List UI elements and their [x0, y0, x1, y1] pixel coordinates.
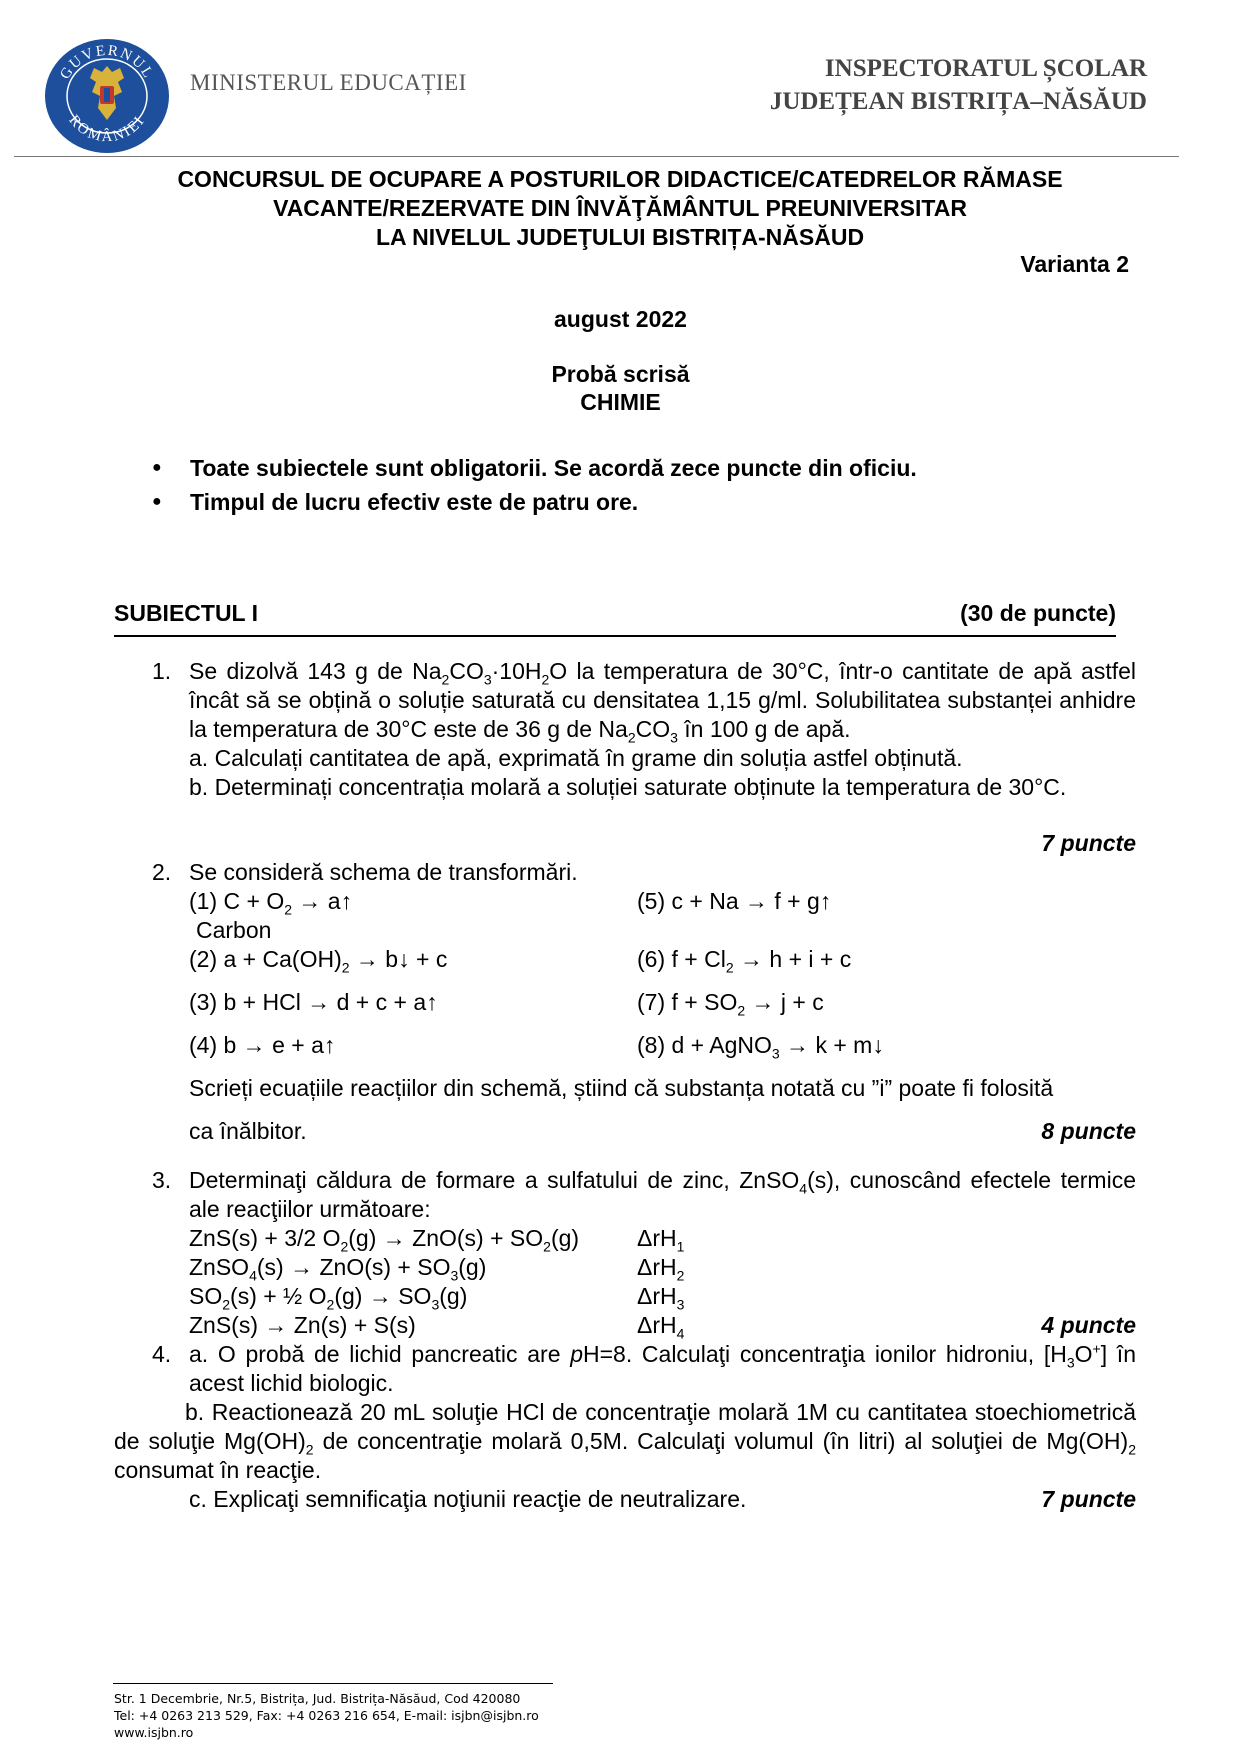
inspectorate-line-2: JUDEȚEAN BISTRIȚA–NĂSĂUD [769, 88, 1147, 115]
question-4b: b. Reactionează 20 mL soluţie HCl de concentraţie molară 1M cu cantitatea stoechiometrică de soluţie $Mg(OH)_2$ de concentraţie molară 0,5M. Calculaţi volumul (în litri) al soluţiei de $Mg(OH)_2$ consumat în reacţie. [114, 1399, 1136, 1483]
question-1-text: Se dizolvă 143 g de $Na_2CO_3\cdot 10H_2O$ la temperatura de 30°C, într-o cantitate de apă astfel încât să se obțină o soluție saturată cu densitatea 1,15 g/ml. Solubilitatea substanței anhidre la temperatura de 30°C este de 36 g de $Na_2CO_3$ în 100 g de apă. [189, 658, 1137, 746]
equation-2: ZnSO$_4$(s) → $ZnO(s) + SO_3(g)$ [189, 1254, 487, 1284]
question-4a: a. O probă de lichid pancreatic are pH=8. Calculaţi concentraţia ionilor hidroniu, $[H_3O^+]$ în acest lichid biologic. [189, 1340, 1136, 1396]
question-3-intro: Determinaţi căldura de formare a sulfatului de zinc, ZnSO$_4$(s), cunoscând efectele termice ale reacţiilor următoare: [189, 1167, 1136, 1222]
enthalpy-1: ΔrH$_1$ [637, 1225, 685, 1255]
equation-4: ZnS(s) → Zn(s) + S(s) [189, 1312, 416, 1338]
question-4-points: 7 puncte [1041, 1486, 1136, 1512]
header-divider [14, 156, 1179, 157]
reaction-4: (4) b → e + a↑ [189, 1032, 336, 1058]
question-number: 2. [152, 859, 172, 885]
question-2-task: Scrieți ecuațiile reacțiilor din schemă, știind că substanța notată cu ”i” poate fi folosită [189, 1075, 1054, 1101]
question-1 [152, 657, 1136, 857]
title-line-2: VACANTE/REZERVATE DIN ÎNVĂŢĂMÂNTUL PREUNIVERSITAR [273, 195, 967, 221]
document-title [110, 165, 1130, 252]
exam-date: august 2022 [554, 306, 687, 332]
reaction-2: (2) $a + Ca(OH)_2$ → b↓ + c [189, 946, 448, 976]
title-line-1: CONCURSUL DE OCUPARE A POSTURILOR DIDACTICE/CATEDRELOR RĂMASE [177, 166, 1063, 192]
reaction-6: (6) $f + Cl_2 \to h + i + c$ [637, 946, 852, 976]
section-name: SUBIECTUL I [114, 600, 258, 626]
title-line-3: LA NIVELUL JUDEŢULUI BISTRIȚA-NĂSĂUD [375, 224, 865, 250]
section-points: (30 de puncte) [960, 600, 1116, 626]
question-4c: c. Explicaţi semnificaţia noţiunii reacţie de neutralizare. [189, 1486, 747, 1512]
reaction-1-note: Carbon [196, 917, 272, 943]
equation-1: ZnS(s) + 3/2 $O_2(g) \to ZnO(s) + SO_2(g)$ [189, 1225, 580, 1255]
exam-subject: CHIMIE [580, 389, 661, 415]
question-number: 1. [152, 658, 172, 684]
question-3 [152, 1166, 1136, 1342]
logo-text-top: GUVERNUL [57, 42, 157, 83]
footer-address: Str. 1 Decembrie, Nr.5, Bistrița, Jud. Bistrița-Năsăud, Cod 420080 [114, 1691, 521, 1706]
ministry-name: MINISTERUL EDUCAȚIEI [190, 70, 467, 95]
inspectorate-line-1: INSPECTORATUL ȘCOLAR [824, 55, 1147, 82]
reaction-3: (3) b + HCl → d + c + a↑ [189, 989, 438, 1015]
reaction-7: (7) $f + SO_2 \to j + c$ [637, 989, 824, 1019]
logo-text-bottom: ROMÂNIEI [65, 112, 149, 146]
question-2 [152, 858, 1136, 1158]
question-1a: a. Calculați cantitatea de apă, exprimată în grame din soluția astfel obținută. [189, 745, 963, 771]
instructions-list [152, 451, 917, 519]
exam-type: Probă scrisă [551, 361, 690, 387]
reaction-1: (1) $C + O_2$ → a↑ [189, 888, 353, 918]
question-number: 3. [152, 1167, 172, 1193]
enthalpy-2: ΔrH$_2$ [637, 1254, 685, 1284]
question-4 [114, 1340, 1136, 1520]
equation-3: $SO_2(s)$ + ½ $O_2(g) \to SO_3(g)$ [189, 1283, 468, 1313]
question-1-points: 7 puncte [1041, 830, 1136, 856]
variant-label: Varianta 2 [1020, 251, 1129, 277]
footer-divider [113, 1683, 553, 1684]
instruction-item: ● Timpul de lucru efectiv este de patru ore. [152, 485, 917, 519]
question-number: 4. [152, 1341, 172, 1367]
question-3-points: 4 puncte [1041, 1312, 1136, 1338]
section-header [114, 600, 1116, 637]
question-2-task-cont: ca înălbitor. [189, 1118, 307, 1144]
inspectorate-name [647, 52, 1147, 118]
instruction-item: ● Toate subiectele sunt obligatorii. Se acordă zece puncte din oficiu. [152, 451, 917, 485]
question-1b: b. Determinați concentrația molară a soluției saturate obținute la temperatura de 30°C. [189, 774, 1067, 800]
footer-website: www.isjbn.ro [114, 1725, 194, 1740]
footer [114, 1690, 539, 1741]
government-seal-logo [42, 36, 172, 154]
reaction-8: (8) d + AgNO$_3$ → k + m↓ [637, 1032, 884, 1062]
footer-contact: Tel: +4 0263 213 529, Fax: +4 0263 216 654, E-mail: isjbn@isjbn.ro [114, 1708, 539, 1723]
enthalpy-3: ΔrH$_3$ [637, 1283, 685, 1313]
question-2-intro: Se consideră schema de transformări. [189, 859, 578, 885]
question-2-points: 8 puncte [1041, 1118, 1136, 1144]
reaction-5: (5) c + Na → f + g↑ [637, 888, 832, 914]
enthalpy-4: ΔrH$_4$ [637, 1312, 685, 1342]
